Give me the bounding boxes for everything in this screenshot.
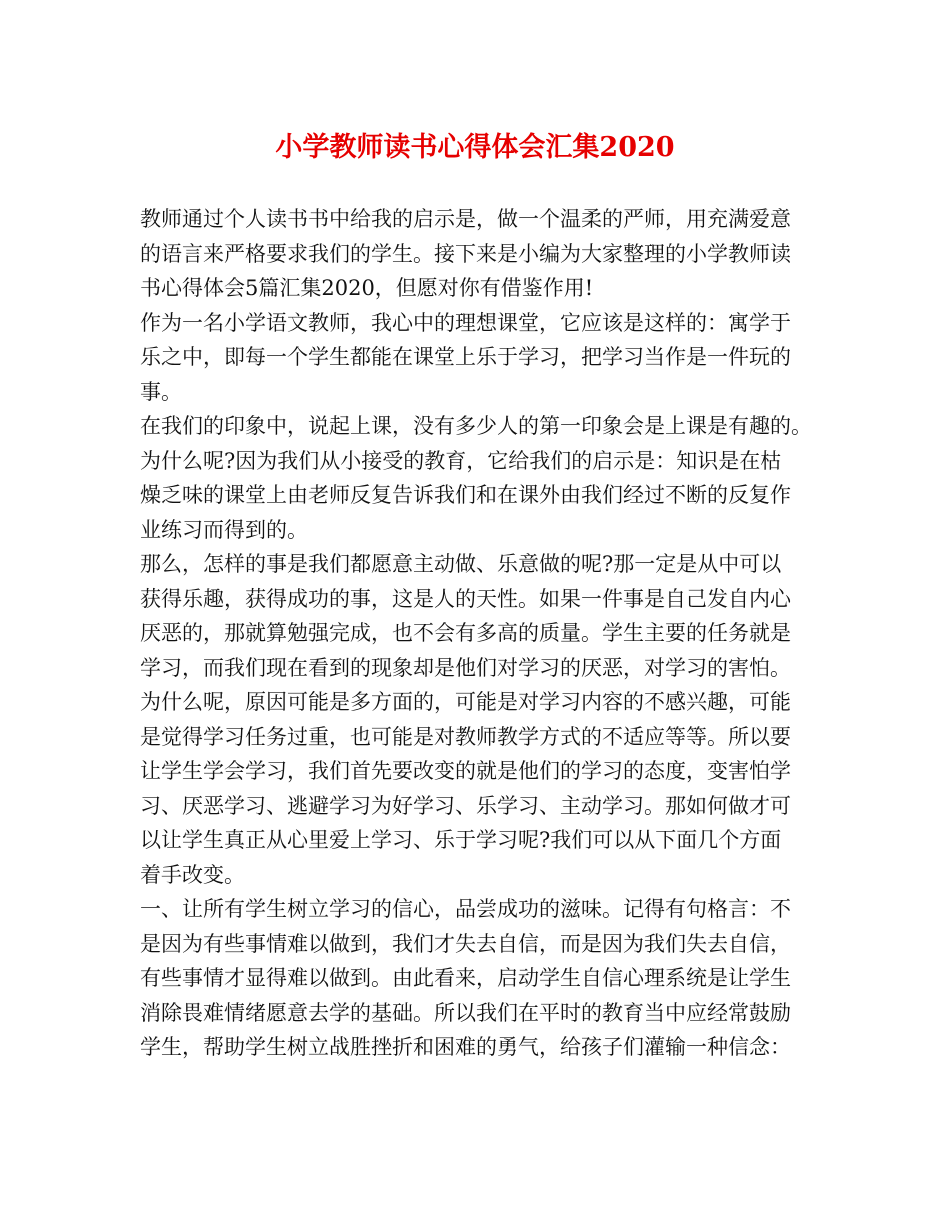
text-line: 以让学生真正从心里爱上学习、乐于学习呢?我们可以从下面几个方面 bbox=[140, 828, 782, 852]
text-line: 让学生学会学习，我们首先要改变的就是他们的学习的态度，变害怕学 bbox=[140, 759, 791, 783]
text-line: 学生，帮助学生树立战胜挫折和困难的勇气，给孩子们灌输一种信念： bbox=[140, 1035, 791, 1059]
paragraph-motivation bbox=[140, 547, 820, 892]
text-line: 在我们的印象中，说起上课，没有多少人的第一印象会是上课是有趣的。 bbox=[140, 414, 812, 438]
text-line: 习、厌恶学习、逃避学习为好学习、乐学习、主动学习。那如何做才可 bbox=[140, 793, 791, 818]
text-line: 作为一名小学语文教师，我心中的理想课堂，它应该是这样的：寓学于 bbox=[140, 310, 791, 335]
paragraph-impression bbox=[140, 409, 820, 547]
text-line: 一、让所有学生树立学习的信心，品尝成功的滋味。记得有句格言：不 bbox=[140, 897, 791, 921]
text-line: 燥乏味的课堂上由老师反复告诉我们和在课外由我们经过不断的反复作 bbox=[140, 483, 791, 507]
text-line: 的语言来严格要求我们的学生。接下来是小编为大家整理的小学教师读 bbox=[140, 241, 791, 266]
text-line: 消除畏难情绪愿意去学的基础。所以我们在平时的教育当中应经常鼓励 bbox=[140, 1000, 791, 1025]
paragraph-intro bbox=[140, 202, 820, 306]
text-line: 有些事情才显得难以做到。由此看来，启动学生自信心理系统是让学生 bbox=[140, 966, 791, 990]
document-title: 小学教师读书心得体会汇集2020 bbox=[275, 132, 675, 163]
text-line: 学习，而我们现在看到的现象却是他们对学习的厌恶，对学习的害怕。 bbox=[140, 655, 791, 680]
text-line: 事。 bbox=[140, 379, 182, 404]
paragraph-confidence bbox=[140, 892, 820, 1065]
text-line: 为什么呢，原因可能是多方面的，可能是对学习内容的不感兴趣，可能 bbox=[140, 690, 791, 714]
text-line: 教师通过个人读书书中给我的启示是，做一个温柔的严师，用充满爱意 bbox=[140, 207, 791, 231]
text-line: 那么，怎样的事是我们都愿意主动做、乐意做的呢?那一定是从中可以 bbox=[140, 552, 782, 576]
paragraph-ideal-classroom bbox=[140, 306, 820, 410]
text-line: 获得乐趣，获得成功的事，这是人的天性。如果一件事是自己发自内心 bbox=[140, 586, 791, 611]
text-line: 业练习而得到的。 bbox=[140, 517, 308, 542]
text-line: 为什么呢?因为我们从小接受的教育，它给我们的启示是：知识是在枯 bbox=[140, 448, 782, 473]
text-line: 是因为有些事情难以做到，我们才失去自信，而是因为我们失去自信， bbox=[140, 931, 791, 956]
text-line: 乐之中，即每一个学生都能在课堂上乐于学习，把学习当作是一件玩的 bbox=[140, 345, 791, 369]
text-line: 着手改变。 bbox=[140, 862, 245, 887]
text-line: 书心得体会5篇汇集2020，但愿对你有借鉴作用! bbox=[140, 276, 594, 300]
text-line: 厌恶的，那就算勉强完成，也不会有多高的质量。学生主要的任务就是 bbox=[140, 621, 791, 645]
text-line: 是觉得学习任务过重，也可能是对教师教学方式的不适应等等。所以要 bbox=[140, 724, 791, 749]
document-body bbox=[140, 202, 820, 1065]
